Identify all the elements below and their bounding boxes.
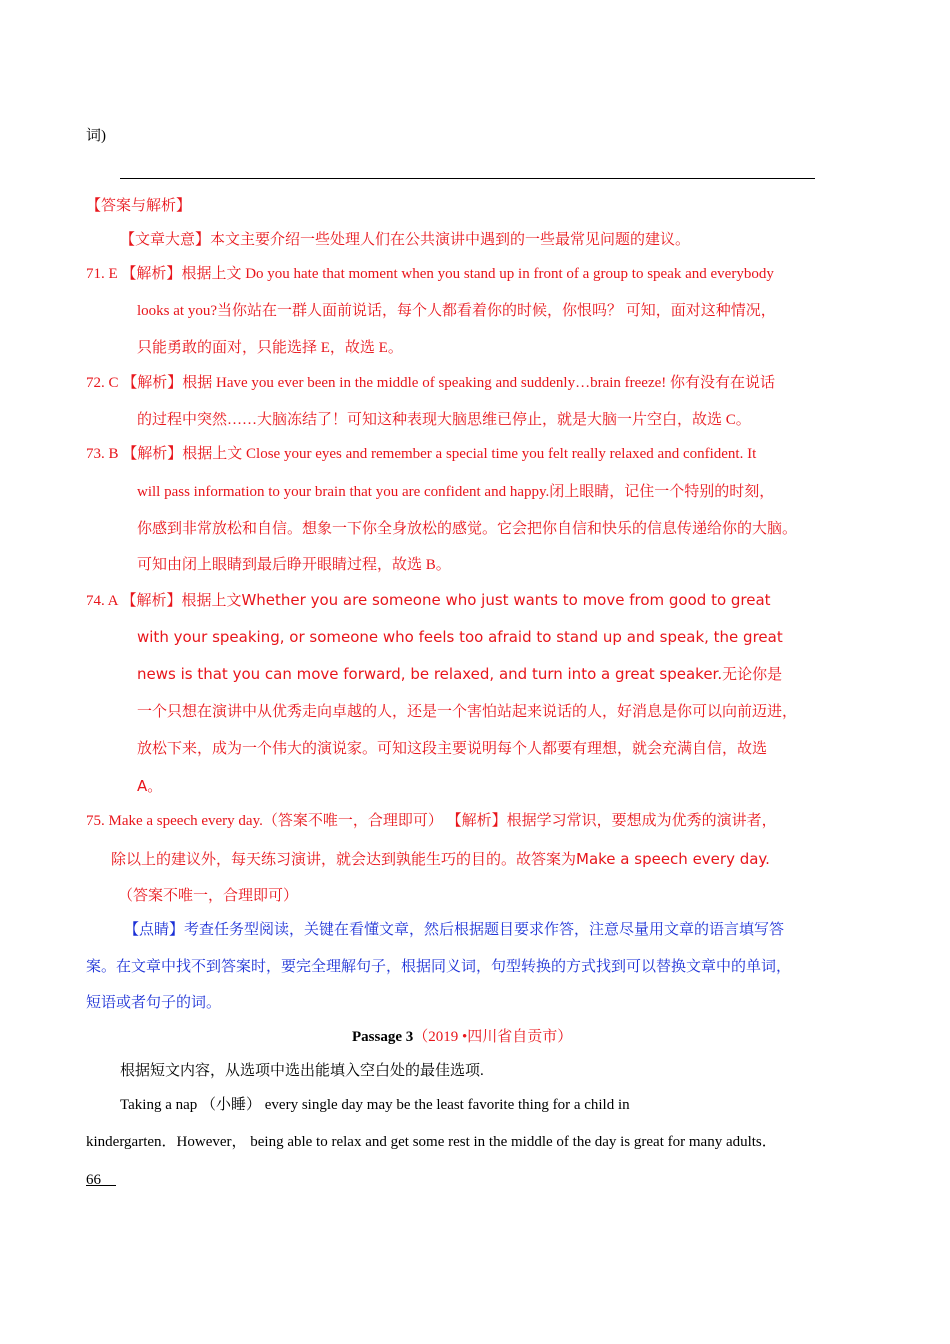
answer-74-line3-en: news is that you can move forward, be relaxed, and turn into a great speaker. [137,665,723,683]
answer-75-line2-cn: 除以上的建议外，每天练习演讲，就会达到孰能生巧的目的。故答案为 [111,852,577,868]
answer-header: 【答案与解析】 [86,198,192,214]
answer-74-prefix: 根据上文 [181,593,242,609]
answer-72-line1: 根据 Have you ever been in the middle of speaking and suddenly…brain freeze! 你有没有在说话 [182,375,776,391]
answer-75-line2-en: Make a speech every day. [576,850,770,868]
passage-title-text: Passage 3 [352,1029,414,1045]
passage-paragraph-line1: Taking a nap （小睡） every single day may be the least favorite thing for a child in [120,1097,630,1113]
answer-75-line2 [111,849,770,870]
answer-74-line3 [137,664,782,685]
answer-74-tag: 【解析】 [121,593,182,609]
answer-71-tag: 【解析】 [121,266,182,282]
tip-line3: 短语或者句子的词。 [86,995,222,1011]
answer-74-line3-cn: 无论你是 [722,667,783,683]
passage-paragraph-line2: kindergarten．However， being able to relax and get some rest in the middle of the day is great for many adults． [86,1134,777,1150]
summary-tag: 【文章大意】 [120,232,211,248]
answer-74-line4: 一个只想在演讲中从优秀走向卓越的人，还是一个害怕站起来说话的人，好消息是你可以向前迈进， [137,704,798,720]
answer-73-tag: 【解析】 [122,446,183,462]
answer-74-line1: Whether you are someone who just wants to move from good to great [241,591,771,609]
tip-line2: 案。在文章中找不到答案时，要完全理解句子，根据同义词，句型转换的方式找到可以替换文章中的单词， [86,959,792,975]
answer-75-line3: （答案不唯一，合理即可） [118,888,299,904]
answer-75 [86,811,777,831]
tip [124,920,784,940]
answer-71-line1: 根据上文 Do you hate that moment when you stand up in front of a group to speak and everybody [181,266,774,282]
answer-73-line3: 你感到非常放松和自信。想象一下你全身放松的感觉。它会把你自信和快乐的信息传递给你的大脑。 [137,521,798,537]
answer-73 [86,444,756,464]
answer-73-number: 73. B [86,446,119,462]
answer-71-line2: looks at you?当你站在一群人面前说话，每个人都看着你的时候，你恨吗？ 可知，面对这种情况， [137,303,776,319]
tip-tag: 【点睛】 [124,922,185,938]
answer-75-tag: 【解析】 [446,813,507,829]
answer-71-number: 71. E [86,266,118,282]
answer-72-line2: 的过程中突然……大脑冻结了！可知这种表现大脑思维已停止，就是大脑一片空白，故选 C。 [137,412,751,428]
answer-line [120,178,815,179]
summary-text: 本文主要介绍一些处理人们在公共演讲中遇到的一些最常见问题的建议。 [210,232,691,248]
passage-source: （2019 •四川省自贡市） [413,1029,573,1045]
answer-72-number: 72. C [86,375,119,391]
answer-72 [86,373,775,393]
passage-instruction: 根据短文内容，从选项中选出能填入空白处的最佳选项. [120,1063,484,1079]
answer-75-line1: 根据学习常识，要想成为优秀的演讲者， [506,813,777,829]
answer-72-tag: 【解析】 [122,375,183,391]
blank-number: 66 [86,1172,101,1188]
summary [120,230,690,250]
answer-74-line5: 放松下来，成为一个伟大的演说家。可知这段主要说明每个人都要有理想，就会充满自信，故选 [137,741,768,757]
tip-line1: 考查任务型阅读，关键在看懂文章，然后根据题目要求作答，注意尽量用文章的语言填写答 [184,922,785,938]
answer-73-line4: 可知由闭上眼睛到最后睁开眼睛过程，故选 B。 [137,557,451,573]
answer-71 [86,264,774,284]
answer-71-line3: 只能勇敢的面对，只能选择 E，故选 E。 [137,340,403,356]
answer-74-line2: with your speaking, or someone who feels too afraid to stand up and speak, the great [137,628,783,646]
top-fragment: 词) [86,128,106,144]
blank-66 [86,1170,116,1190]
answer-75-answer: 75. Make a speech every day.（答案不唯一，合理即可） [86,813,443,829]
answer-74-line6: A。 [137,777,163,795]
answer-74 [86,590,771,611]
answer-73-line1: 根据上文 Close your eyes and remember a special time you felt really relaxed and confident. It [182,446,757,462]
answer-74-number: 74. A [86,593,118,609]
passage-title [352,1027,572,1047]
answer-73-line2: will pass information to your brain that you are confident and happy.闭上眼睛，记住一个特别的时刻， [137,484,775,500]
